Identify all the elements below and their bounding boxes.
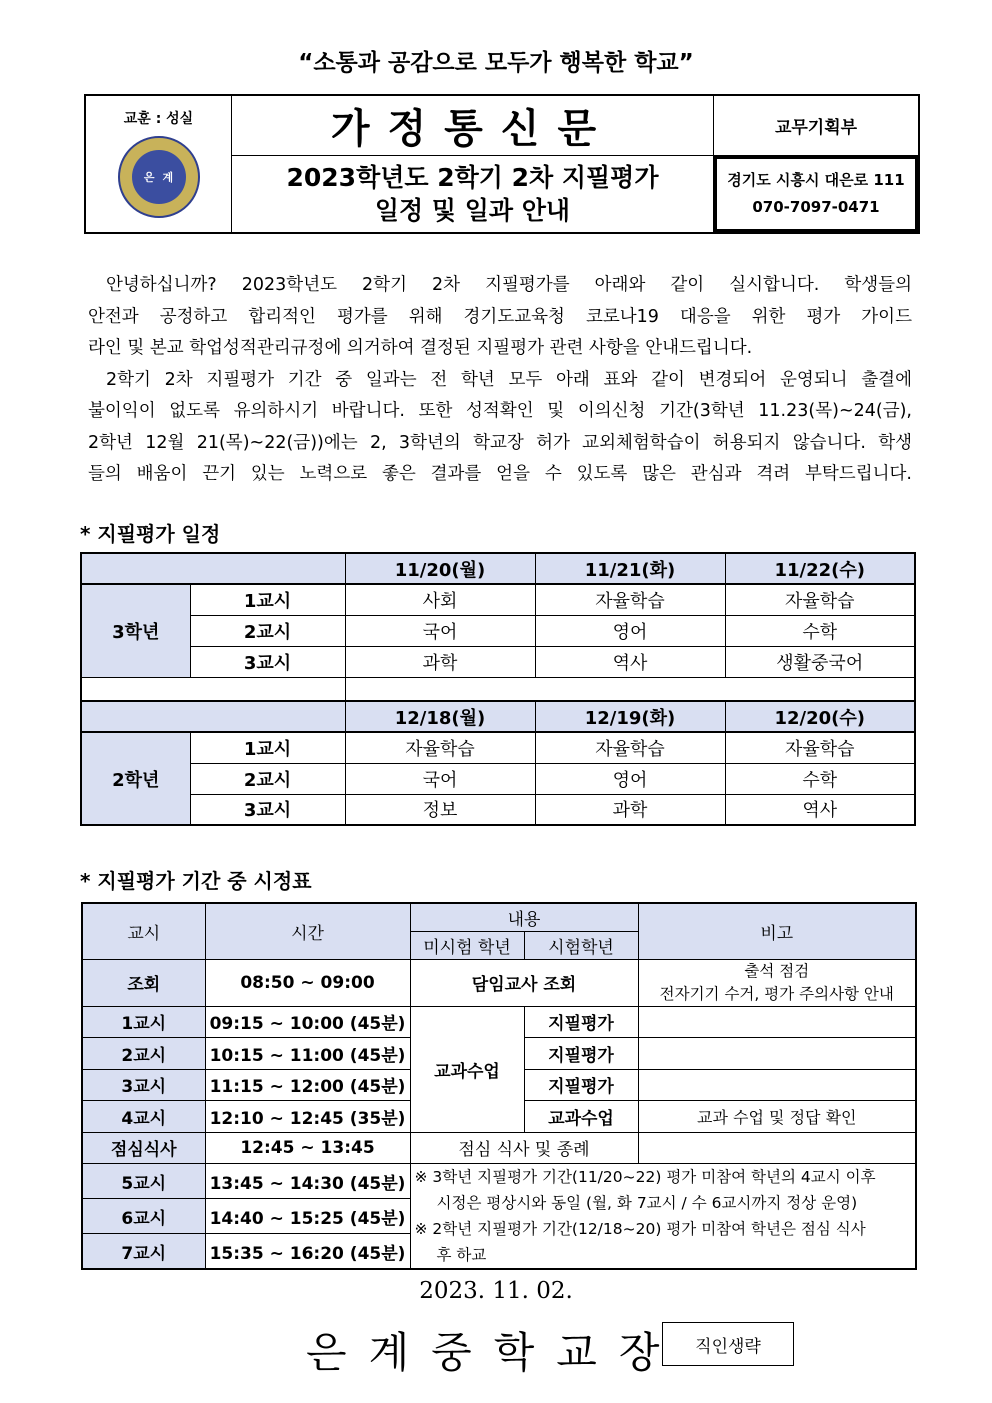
letter-line: 안전과 공정하고 합리적인 평가를 위해 경기도교육청 코로나19 대응을 위한 평가 가이드 xyxy=(88,306,912,327)
date-header: 12/18(월) xyxy=(345,701,535,732)
contact-info xyxy=(714,156,918,232)
period-label: 3교시 xyxy=(82,1069,205,1101)
exam-cell: 지필평가 xyxy=(524,1006,638,1038)
content-cell: 담임교사 조회 xyxy=(410,959,638,1006)
exam-cell: 지필평가 xyxy=(524,1038,638,1070)
subject-cell: 사회 xyxy=(345,584,535,615)
subject-cell: 자율학습 xyxy=(725,732,915,763)
time-cell: 08:50 ~ 09:00 xyxy=(205,959,410,1006)
time-cell: 14:40 ~ 15:25 (45분) xyxy=(205,1199,410,1234)
timetable-notes xyxy=(410,1164,916,1270)
class-cell: 교과수업 xyxy=(410,1006,524,1132)
letter-line: 불이익이 없도록 유의하시기 바랍니다. 또한 성적확인 및 이의신청 기간(3학년 11.23(목)~24(금), xyxy=(88,401,912,421)
content-cell: 점심 식사 및 종례 xyxy=(410,1132,638,1164)
time-cell: 12:10 ~ 12:45 (35분) xyxy=(205,1101,410,1133)
date-header: 12/19(화) xyxy=(535,701,725,732)
subtitle-line-2: 일정 및 일과 안내 xyxy=(374,196,571,225)
subject-cell: 국어 xyxy=(345,763,535,794)
subject-cell: 자율학습 xyxy=(535,732,725,763)
letter-line: 들의 배움이 끈기 있는 노력으로 좋은 결과를 얻을 수 있도록 많은 관심과 격려 부탁드립니다. xyxy=(88,464,912,484)
time-cell: 13:45 ~ 14:30 (45분) xyxy=(205,1164,410,1199)
letter-line: 라인 및 본교 학업성적관리규정에 의거하여 결정된 지필평가 관련 사항을 안내드립니다. xyxy=(88,338,753,358)
period-label: 2교시 xyxy=(190,615,345,646)
principal-signature: 은계중학교장 xyxy=(306,1328,682,1377)
section-title-timetable: * 지필평가 기간 중 시정표 xyxy=(80,869,312,893)
period-label: 1교시 xyxy=(190,732,345,763)
school-emblem: 은 계 xyxy=(118,136,200,218)
note-line: ※ 3학년 지필평가 기간(11/20~22) 평가 미참여 학년의 4교시 이후 xyxy=(414,1168,876,1186)
time-cell: 10:15 ~ 11:00 (45분) xyxy=(205,1038,410,1070)
subject-cell: 영어 xyxy=(535,763,725,794)
logo-cell xyxy=(86,96,232,232)
note-line: 후 하교 xyxy=(436,1246,487,1264)
section-title-schedule: * 지필평가 일정 xyxy=(80,522,221,546)
remark-cell xyxy=(638,1006,916,1038)
daily-timetable xyxy=(81,902,917,1270)
date-header: 12/20(수) xyxy=(725,701,915,732)
date-header: 11/20(월) xyxy=(345,553,535,584)
subject-cell: 과학 xyxy=(345,646,535,677)
subject-cell: 국어 xyxy=(345,615,535,646)
note-line: 시정은 평상시와 동일 (월, 화 7교시 / 수 6교시까지 정상 운영) xyxy=(436,1194,858,1212)
header-non-exam: 미시험 학년 xyxy=(410,931,524,959)
header-content: 내용 xyxy=(410,903,638,931)
subject-cell: 과학 xyxy=(535,794,725,825)
document-title: 가정통신문 xyxy=(232,96,714,156)
header-time: 시간 xyxy=(205,903,410,959)
department: 교무기획부 xyxy=(714,96,918,156)
subject-cell: 자율학습 xyxy=(725,584,915,615)
phone: 070-7097-0471 xyxy=(752,198,880,216)
subject-cell: 수학 xyxy=(725,763,915,794)
letter-line: 안녕하십니까? 2023학년도 2학기 2차 지필평가를 아래와 같이 실시합니다. 학생들의 xyxy=(106,275,912,295)
date-header: 11/21(화) xyxy=(535,553,725,584)
subject-cell: 역사 xyxy=(725,794,915,825)
subject-cell: 역사 xyxy=(535,646,725,677)
period-label: 3교시 xyxy=(190,646,345,677)
period-label: 1교시 xyxy=(82,1006,205,1038)
issue-date: 2023. 11. 02. xyxy=(419,1278,573,1304)
school-motto: 교훈 : 성실 xyxy=(123,111,194,127)
grade-label: 3학년 xyxy=(81,584,190,677)
remark-cell: 교과 수업 및 정답 확인 xyxy=(638,1101,916,1133)
period-label: 2교시 xyxy=(82,1038,205,1070)
period-label: 4교시 xyxy=(82,1101,205,1133)
remark-cell xyxy=(638,1069,916,1101)
period-label: 7교시 xyxy=(82,1234,205,1269)
letterhead xyxy=(84,94,920,234)
subject-cell: 생활중국어 xyxy=(725,646,915,677)
date-header: 11/22(수) xyxy=(725,553,915,584)
grade-label: 2학년 xyxy=(81,732,190,825)
subject-cell: 정보 xyxy=(345,794,535,825)
time-cell: 15:35 ~ 16:20 (45분) xyxy=(205,1234,410,1269)
header-remarks: 비고 xyxy=(638,903,916,959)
period-label: 3교시 xyxy=(190,794,345,825)
subject-cell: 수학 xyxy=(725,615,915,646)
subject-cell: 영어 xyxy=(535,615,725,646)
period-label: 1교시 xyxy=(190,584,345,615)
letter-line: 2학년 12월 21(목)~22(금))에는 2, 3학년의 학교장 허가 교외체험학습이 허용되지 않습니다. 학생 xyxy=(88,432,912,453)
remark-cell: 출석 점검 전자기기 수거, 평가 주의사항 안내 xyxy=(638,959,916,1006)
address: 경기도 시흥시 대은로 111 xyxy=(727,171,905,189)
school-motto-banner: “소통과 공감으로 모두가 행복한 학교” xyxy=(298,50,694,76)
header-exam: 시험학년 xyxy=(524,931,638,959)
time-cell: 12:45 ~ 13:45 xyxy=(205,1132,410,1164)
time-cell: 11:15 ~ 12:00 (45분) xyxy=(205,1069,410,1101)
header-period: 교시 xyxy=(82,903,205,959)
subtitle-line-1: 2023학년도 2학기 2차 지필평가 xyxy=(286,163,659,192)
document-subtitle xyxy=(232,156,714,232)
note-line: ※ 2학년 지필평가 기간(12/18~20) 평가 미참여 학년은 점심 식사 xyxy=(414,1220,866,1238)
period-label: 6교시 xyxy=(82,1199,205,1234)
exam-schedule-table xyxy=(80,552,916,826)
remark-cell xyxy=(638,1038,916,1070)
letter-body xyxy=(88,270,912,491)
exam-cell: 지필평가 xyxy=(524,1069,638,1101)
subject-cell: 자율학습 xyxy=(535,584,725,615)
exam-cell: 교과수업 xyxy=(524,1101,638,1133)
period-label: 5교시 xyxy=(82,1164,205,1199)
period-label: 2교시 xyxy=(190,763,345,794)
seal-omitted-box: 직인생략 xyxy=(662,1322,794,1366)
subject-cell: 자율학습 xyxy=(345,732,535,763)
period-label: 조회 xyxy=(82,959,205,1006)
period-label: 점심식사 xyxy=(82,1132,205,1164)
time-cell: 09:15 ~ 10:00 (45분) xyxy=(205,1006,410,1038)
letter-line: 2학기 2차 지필평가 기간 중 일과는 전 학년 모두 아래 표와 같이 변경되어 운영되니 출결에 xyxy=(106,369,912,390)
